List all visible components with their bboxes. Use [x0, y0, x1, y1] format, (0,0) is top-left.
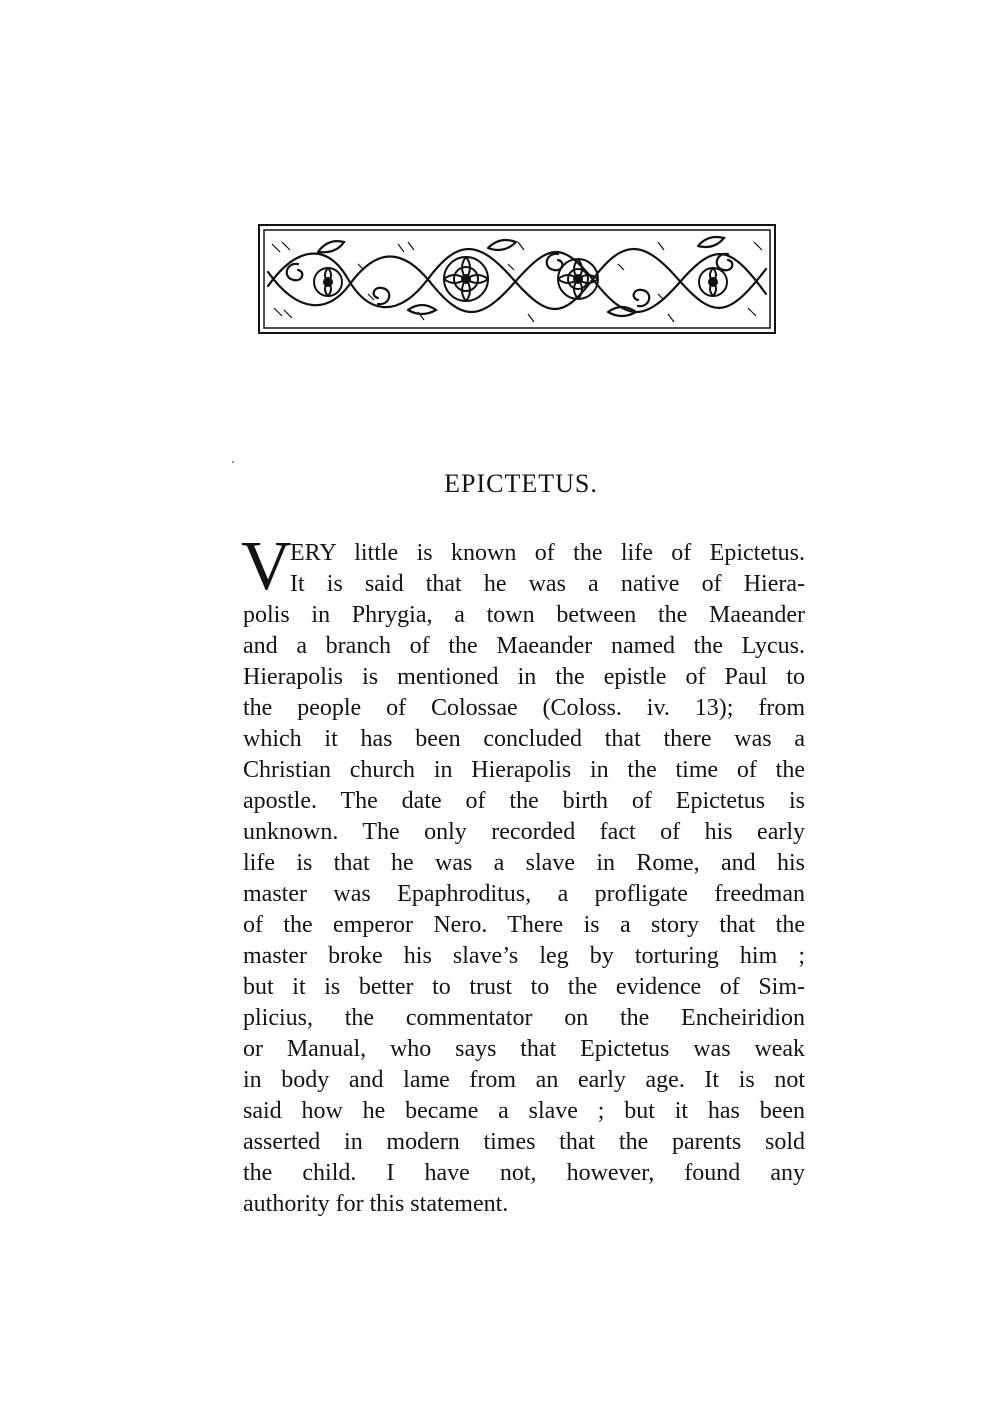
text-line: plicius, the commentator on the Encheiridion [243, 1005, 805, 1031]
text-line: the people of Colossae (Coloss. iv. 13); from [243, 695, 805, 721]
text-line: said how he became a slave ; but it has been [243, 1098, 805, 1124]
ornamental-headpiece [258, 224, 776, 334]
drop-cap-letter: V [241, 528, 292, 605]
text-line: but it is better to trust to the evidence of Sim- [243, 974, 805, 1000]
text-line: asserted in modern times that the parents sold [243, 1129, 805, 1155]
text-line: master was Epaphroditus, a profligate freedman [243, 881, 805, 907]
stray-ink-dot [232, 461, 234, 463]
text-line: Christian church in Hierapolis in the time of the [243, 757, 805, 783]
text-line: unknown. The only recorded fact of his early [243, 819, 805, 845]
text-line: the child. I have not, however, found any [243, 1160, 805, 1186]
text-line: apostle. The date of the birth of Epictetus is [243, 788, 805, 814]
text-line: It is said that he was a native of Hiera- [290, 571, 805, 597]
text-line: polis in Phrygia, a town between the Maeander [243, 602, 805, 628]
text-line: Hierapolis is mentioned in the epistle of Paul to [243, 664, 805, 690]
text-line: which it has been concluded that there was a [243, 726, 805, 752]
text-line: ERY little is known of the life of Epictetus. [290, 540, 805, 566]
chapter-title: EPICTETUS. [444, 469, 598, 498]
text-line: authority for this statement. [243, 1191, 509, 1217]
text-line: life is that he was a slave in Rome, and his [243, 850, 805, 876]
text-line: or Manual, who says that Epictetus was weak [243, 1036, 805, 1062]
text-line: of the emperor Nero. There is a story that the [243, 912, 805, 938]
text-line: in body and lame from an early age. It is not [243, 1067, 805, 1093]
text-line: master broke his slave’s leg by torturing him ; [243, 943, 805, 969]
text-line: and a branch of the Maeander named the Lycus. [243, 633, 805, 659]
body-paragraph [241, 528, 805, 1220]
